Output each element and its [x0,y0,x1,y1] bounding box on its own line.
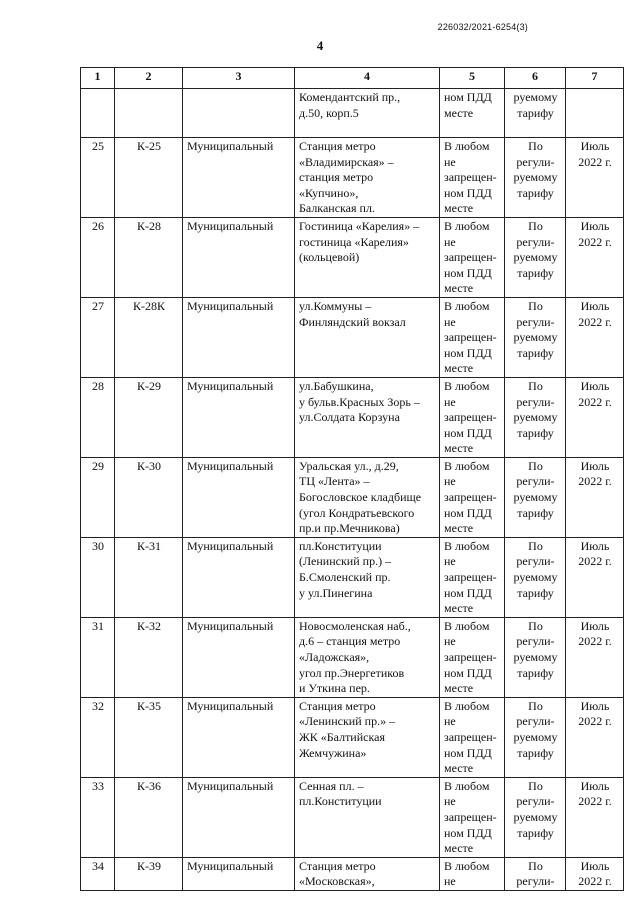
document-registration-number: 226032/2021-6254(3) [437,22,528,32]
route-number-cell: 29 [81,457,115,537]
table-row-continuation [81,89,624,138]
route-code-cell: К-32 [115,617,183,697]
table-row [81,537,624,617]
route-type-cell: Муниципальный [183,217,295,297]
column-header-4: 4 [295,68,440,89]
start-date-cell: Июль 2022 г. [566,617,624,697]
tariff-cell: По регули- руемому тарифу [505,697,566,777]
route-path-cell: Станция метро «Московская», [295,857,440,890]
route-number-cell: 32 [81,697,115,777]
route-number-cell: 28 [81,377,115,457]
route-path-cell: Гостиница «Карелия» – гостиница «Карелия» (кольцевой) [295,217,440,297]
start-date-cell: Июль 2022 г. [566,138,624,218]
tariff-cell: По регули- руемому тарифу [505,217,566,297]
start-date-cell: Июль 2022 г. [566,297,624,377]
table-row [81,777,624,857]
route-type-cell: Муниципальный [183,617,295,697]
column-header-5: 5 [440,68,505,89]
route-type-cell: Муниципальный [183,777,295,857]
tariff-cell: руемому тарифу [505,89,566,138]
stop-rule-cell: В любом не запрещен- ном ПДД месте [440,777,505,857]
stop-rule-cell: В любом не запрещен- ном ПДД месте [440,617,505,697]
route-type-cell: Муниципальный [183,297,295,377]
route-code-cell: К-28 [115,217,183,297]
route-path-cell: Комендантский пр., д.50, корп.5 [295,89,440,138]
route-type-cell: Муниципальный [183,857,295,890]
table-row [81,857,624,890]
start-date-cell: Июль 2022 г. [566,537,624,617]
tariff-cell: По регули- руемому тарифу [505,537,566,617]
route-number-cell: 31 [81,617,115,697]
route-type-cell: Муниципальный [183,697,295,777]
route-code-cell: К-39 [115,857,183,890]
tariff-cell: По регули- руемому тарифу [505,138,566,218]
tariff-cell: По регули- руемому тарифу [505,457,566,537]
route-path-cell: Сенная пл. – пл.Конституции [295,777,440,857]
start-date-cell: Июль 2022 г. [566,697,624,777]
route-number-cell: 34 [81,857,115,890]
column-header-6: 6 [505,68,566,89]
table-row [81,297,624,377]
start-date-cell: Июль 2022 г. [566,857,624,890]
route-number-cell: 25 [81,138,115,218]
route-code-cell [115,89,183,138]
route-number-cell [81,89,115,138]
table-row [81,377,624,457]
route-type-cell: Муниципальный [183,457,295,537]
start-date-cell: Июль 2022 г. [566,457,624,537]
route-type-cell [183,89,295,138]
route-code-cell: К-28К [115,297,183,377]
stop-rule-cell: В любом не запрещен- ном ПДД месте [440,377,505,457]
route-number-cell: 30 [81,537,115,617]
route-path-cell: Уральская ул., д.29, ТЦ «Лента» – Богословское кладбище (угол Кондратьевского пр.и пр.Мечникова) [295,457,440,537]
column-header-1: 1 [81,68,115,89]
page-number: 4 [316,38,324,53]
route-path-cell: ул.Коммуны – Финляндский вокзал [295,297,440,377]
tariff-cell: По регули- руемому тарифу [505,377,566,457]
route-number-cell: 26 [81,217,115,297]
tariff-cell: По регули- руемому тарифу [505,617,566,697]
start-date-cell [566,89,624,138]
routes-table [80,67,624,891]
stop-rule-cell: В любом не запрещен- ном ПДД месте [440,297,505,377]
stop-rule-cell: В любом не запрещен- ном ПДД месте [440,537,505,617]
stop-rule-cell: В любом не запрещен- ном ПДД месте [440,457,505,537]
route-path-cell: пл.Конституции (Ленинский пр.) – Б.Смоленский пр. у ул.Пинегина [295,537,440,617]
column-header-2: 2 [115,68,183,89]
column-header-3: 3 [183,68,295,89]
stop-rule-cell: В любом не запрещен- ном ПДД месте [440,697,505,777]
route-type-cell: Муниципальный [183,537,295,617]
route-code-cell: К-25 [115,138,183,218]
table-header-row [81,68,624,89]
route-number-cell: 33 [81,777,115,857]
route-path-cell: Станция метро «Владимирская» – станция метро «Купчино», Балканская пл. [295,138,440,218]
route-number-cell: 27 [81,297,115,377]
route-code-cell: К-31 [115,537,183,617]
route-path-cell: ул.Бабушкина, у бульв.Красных Зорь – ул.Солдата Корзуна [295,377,440,457]
tariff-cell: По регули- руемому тарифу [505,297,566,377]
stop-rule-cell: В любом не запрещен- ном ПДД месте [440,138,505,218]
tariff-cell: По регули- руемому тарифу [505,777,566,857]
column-header-7: 7 [566,68,624,89]
route-type-cell: Муниципальный [183,377,295,457]
start-date-cell: Июль 2022 г. [566,777,624,857]
stop-rule-cell: В любом не запрещен- ном ПДД месте [440,217,505,297]
start-date-cell: Июль 2022 г. [566,377,624,457]
table-row [81,138,624,218]
table-row [81,697,624,777]
table-row [81,457,624,537]
route-path-cell: Станция метро «Ленинский пр.» – ЖК «Балтийская Жемчужина» [295,697,440,777]
route-code-cell: К-35 [115,697,183,777]
route-code-cell: К-36 [115,777,183,857]
route-code-cell: К-30 [115,457,183,537]
stop-rule-cell: ном ПДД месте [440,89,505,138]
stop-rule-cell: В любом не [440,857,505,890]
table-row [81,217,624,297]
table-row [81,617,624,697]
tariff-cell: По регули- [505,857,566,890]
route-type-cell: Муниципальный [183,138,295,218]
route-code-cell: К-29 [115,377,183,457]
route-path-cell: Новосмоленская наб., д.6 – станция метро «Ладожская», угол пр.Энергетиков и Уткина пер. [295,617,440,697]
start-date-cell: Июль 2022 г. [566,217,624,297]
